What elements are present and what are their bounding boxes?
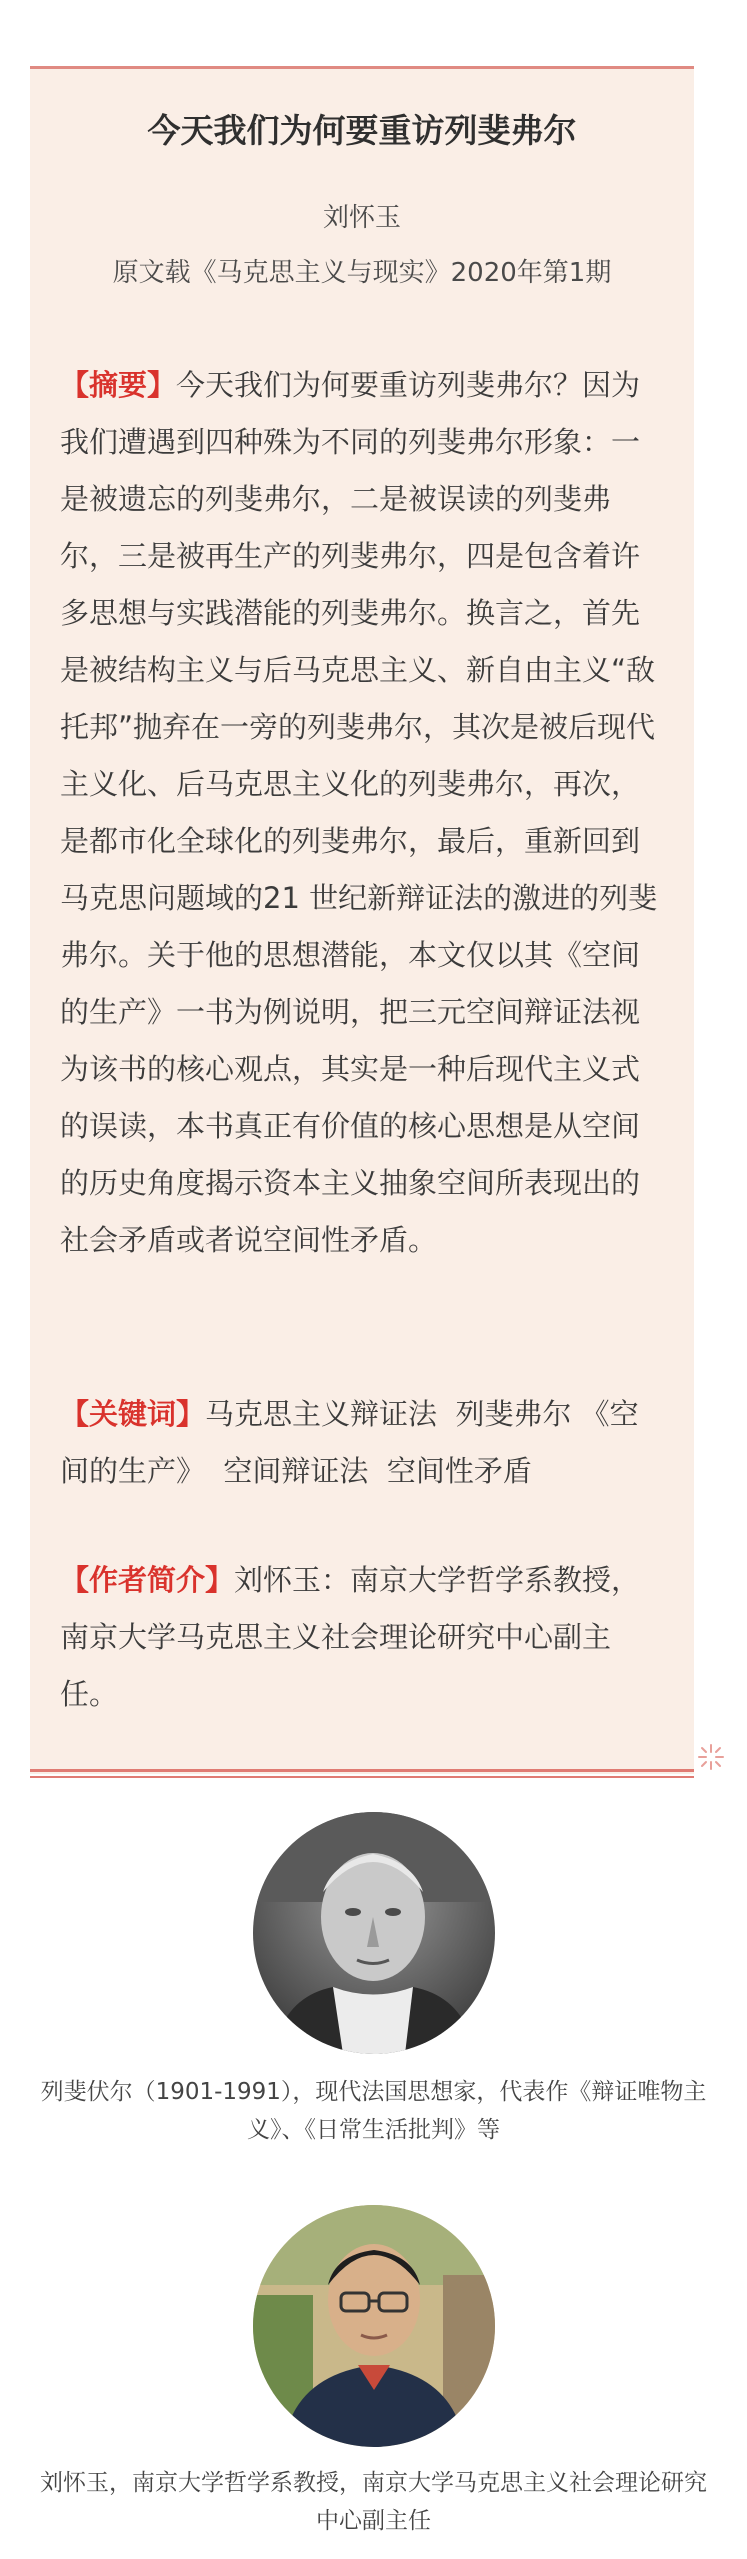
lefebvre-caption: 列斐伏尔（1901-1991），现代法国思想家，代表作《辩证唯物主义》、《日常生活批判》等 [40,2079,707,2143]
author-caption: 刘怀玉，南京大学哲学系教授，南京大学马克思主义社会理论研究中心副主任 [40,2470,707,2534]
abstract-tag: 【摘要】 [60,368,177,402]
article-card [30,66,694,1774]
article-source: 原文载《马克思主义与现实》2020年第1期 [112,258,612,288]
article-title: 今天我们为何要重访列斐弗尔 [147,111,577,150]
keywords-tag: 【关键词】 [60,1397,206,1431]
bio-paragraph [60,1552,666,1723]
lefebvre-portrait [253,1812,495,2054]
bio-tag: 【作者简介】 [60,1563,235,1597]
keywords-text: 马克思主义辩证法 列斐弗尔 《空间的生产》 空间辩证法 空间性矛盾 [60,1397,639,1488]
keywords-paragraph [60,1386,666,1500]
article-author: 刘怀玉 [322,203,401,233]
card-bottom-rule [30,1769,694,1772]
abstract-paragraph [60,357,666,1269]
abstract-text: 今天我们为何要重访列斐弗尔？因为我们遭遇到四种殊为不同的列斐弗尔形象：一是被遗忘的列斐弗尔，二是被误读的列斐弗尔，三是被再生产的列斐弗尔，四是包含着许多思想与实践潜能的列斐弗尔。换言之，首先是被结构主义与后马克思主义、新自由主义“敌托邦”抛弃在一旁的列斐弗尔，其次是被后现代主义化、后马克思主义化的列斐弗尔，再次，是都市化全球化的列斐弗尔，最后，重新回到马克思问题域的21 世纪新辩证法的激进的列斐弗尔。关于他的思想潜能，本文仅以其《空间的生产》一书为例说明，把三元空间辩证法视为该书的核心观点，其实是一种后现代主义式的误读，本书真正有价值的核心思想是从空间的历史角度揭示资本主义抽象空间所表现出的社会矛盾或者说空间性矛盾。 [60,368,658,1257]
bio-text: 刘怀玉：南京大学哲学系教授，南京大学马克思主义社会理论研究中心副主任。 [60,1563,641,1711]
sparkle-decoration-icon [696,1742,726,1772]
author-portrait [253,2205,495,2447]
card-bottom-rule-thin [30,1776,694,1778]
